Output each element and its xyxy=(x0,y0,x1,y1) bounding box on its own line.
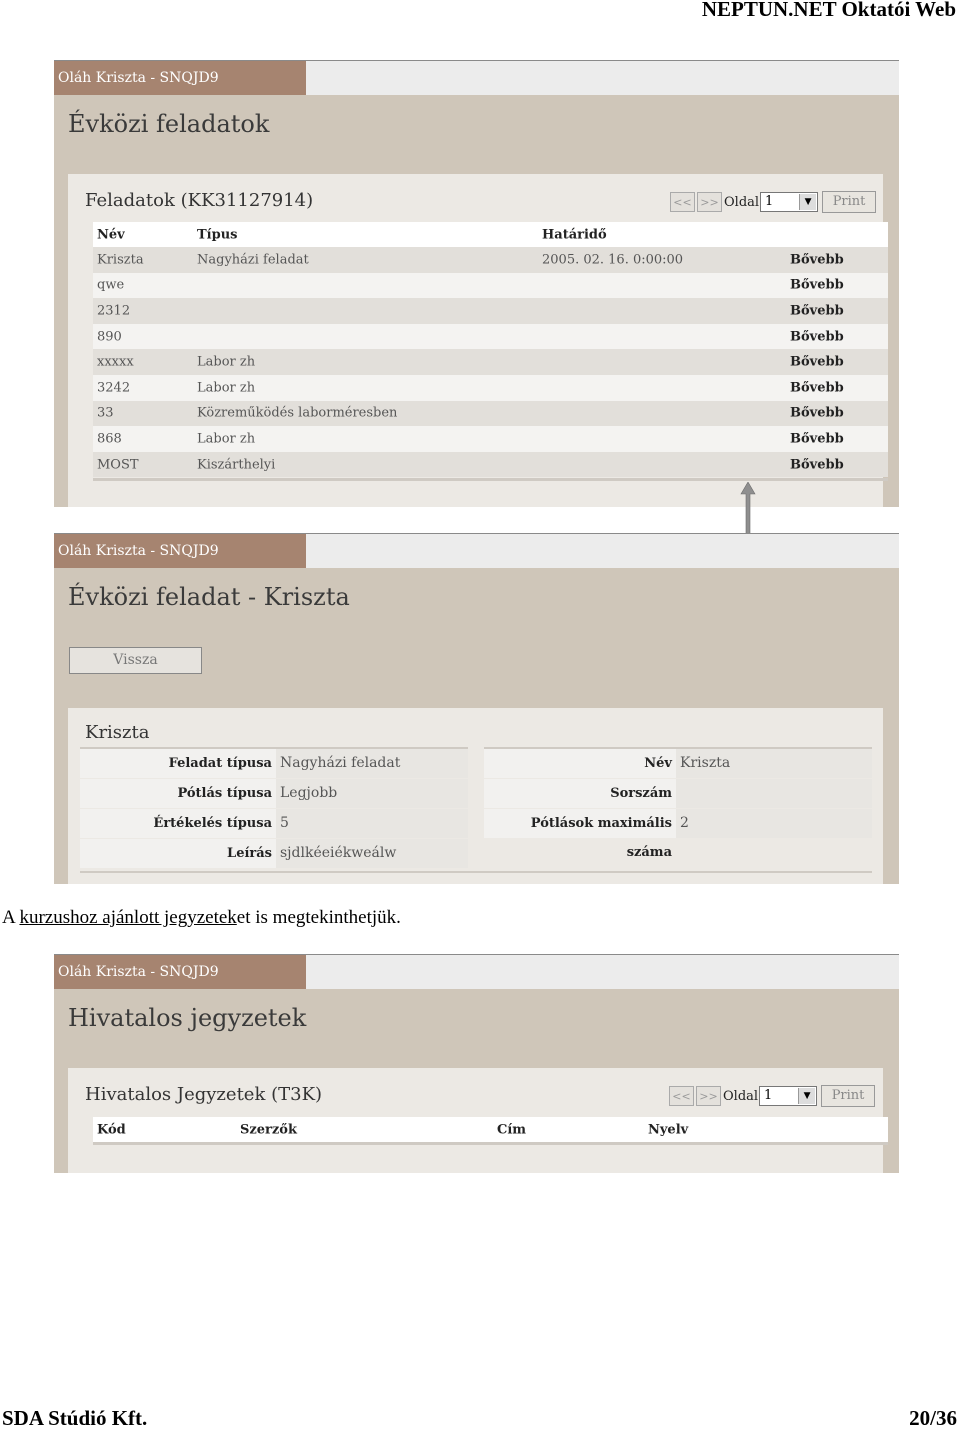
panel-title: Hivatalos Jegyzetek (T3K) xyxy=(85,1084,323,1105)
cell-name: 2312 xyxy=(97,303,131,319)
document-footer-page-number: 20/36 xyxy=(909,1406,957,1430)
field-value: 5 xyxy=(276,809,468,838)
table-row xyxy=(93,401,888,427)
page-select[interactable] xyxy=(759,1086,817,1106)
panel-title: Feladatok (KK31127914) xyxy=(85,190,314,211)
pager xyxy=(669,1085,875,1107)
field-label: Pótlás típusa xyxy=(80,779,276,808)
page-select[interactable] xyxy=(760,192,818,212)
table-bottom-border xyxy=(93,1142,888,1145)
cell-name: MOST xyxy=(97,457,139,473)
document-header: NEPTUN.NET Oktatói Web xyxy=(701,0,956,21)
field-label: Feladat típusa xyxy=(80,749,276,778)
more-link[interactable]: Bővebb xyxy=(790,329,844,345)
page-label: Oldal xyxy=(723,1088,759,1104)
field-label: Értékelés típusa xyxy=(80,809,276,838)
field-value: sjdlkéeiékweálw xyxy=(276,839,468,868)
document-footer-company: SDA Stúdió Kft. xyxy=(2,1406,148,1430)
top-bar xyxy=(54,533,899,568)
table-row xyxy=(93,426,888,452)
table-bottom-border xyxy=(93,478,888,481)
more-link[interactable]: Bővebb xyxy=(790,380,844,396)
user-badge: Oláh Kriszta - SNQJD9 xyxy=(54,534,306,568)
panel-title: Kriszta xyxy=(85,722,150,743)
print-button[interactable]: Print xyxy=(822,191,876,213)
screenshot-task-detail xyxy=(54,533,899,884)
detail-field xyxy=(80,809,468,839)
column-header-name: Név xyxy=(97,227,125,242)
detail-field xyxy=(484,809,872,860)
column-header-code: Kód xyxy=(97,1122,126,1137)
column-header-title: Cím xyxy=(497,1122,527,1137)
table-header xyxy=(93,222,888,247)
more-link[interactable]: Bővebb xyxy=(790,277,844,293)
dropdown-arrow-icon: ▼ xyxy=(798,1088,815,1104)
cell-name: Kriszta xyxy=(97,252,144,268)
print-button[interactable]: Print xyxy=(821,1085,875,1107)
notes-panel xyxy=(68,1068,883,1173)
more-link[interactable]: Bővebb xyxy=(790,303,844,319)
cell-type: Közreműködés laborméresben xyxy=(197,405,398,421)
cell-name: xxxxx xyxy=(97,354,134,370)
body-text-prefix: A xyxy=(2,907,20,928)
body-paragraph xyxy=(2,907,401,929)
prev-page-button[interactable]: << xyxy=(670,192,695,212)
field-label: Sorszám xyxy=(484,779,676,808)
cell-type: Labor zh xyxy=(197,380,256,396)
screenshot-tasks-list xyxy=(54,60,899,507)
cell-name: qwe xyxy=(97,277,125,293)
column-header-deadline: Határidő xyxy=(542,227,607,242)
page-select-value: 1 xyxy=(765,194,774,209)
page-title: Évközi feladatok xyxy=(68,110,270,138)
detail-field xyxy=(80,839,468,869)
table-row xyxy=(93,452,888,478)
body-text-suffix: et is megtekinthetjük. xyxy=(236,907,401,928)
detail-field xyxy=(484,749,872,779)
cell-name: 3242 xyxy=(97,380,131,396)
top-bar xyxy=(54,60,899,95)
cell-name: 890 xyxy=(97,329,122,345)
detail-field xyxy=(484,779,872,809)
page-title: Évközi feladat - Kriszta xyxy=(68,583,350,611)
next-page-button[interactable]: >> xyxy=(697,192,722,212)
field-value: Kriszta xyxy=(676,749,872,778)
cell-deadline: 2005. 02. 16. 0:00:00 xyxy=(542,252,684,268)
page-title: Hivatalos jegyzetek xyxy=(68,1004,307,1032)
more-link[interactable]: Bővebb xyxy=(790,457,844,473)
notes-link[interactable]: kurzushoz ajánlott jegyzetek xyxy=(19,907,237,928)
user-badge: Oláh Kriszta - SNQJD9 xyxy=(54,955,306,989)
field-label: Név xyxy=(484,749,676,778)
column-header-authors: Szerzők xyxy=(240,1122,297,1137)
table-row xyxy=(93,273,888,299)
divider xyxy=(80,871,872,873)
page-select-value: 1 xyxy=(764,1088,773,1103)
cell-name: 868 xyxy=(97,431,122,447)
more-link[interactable]: Bővebb xyxy=(790,431,844,447)
cell-type: Labor zh xyxy=(197,354,256,370)
more-link[interactable]: Bővebb xyxy=(790,354,844,370)
more-link[interactable]: Bővebb xyxy=(790,405,844,421)
back-button[interactable]: Vissza xyxy=(69,647,202,674)
user-badge: Oláh Kriszta - SNQJD9 xyxy=(54,61,306,95)
field-value: Legjobb xyxy=(276,779,468,808)
detail-field xyxy=(80,749,468,779)
cell-type: Nagyházi feladat xyxy=(197,252,309,268)
task-detail-panel xyxy=(68,708,883,884)
top-bar xyxy=(54,954,899,989)
page-label: Oldal xyxy=(724,194,760,210)
tasks-panel xyxy=(68,174,883,507)
table-row xyxy=(93,298,888,324)
field-label: Pótlások maximális száma xyxy=(484,809,676,838)
field-value: 2 xyxy=(676,809,872,838)
field-value xyxy=(676,779,872,808)
dropdown-arrow-icon: ▼ xyxy=(799,194,816,210)
screenshot-official-notes xyxy=(54,954,899,1173)
prev-page-button[interactable]: << xyxy=(669,1086,694,1106)
more-link[interactable]: Bővebb xyxy=(790,252,844,268)
next-page-button[interactable]: >> xyxy=(696,1086,721,1106)
pager xyxy=(670,191,876,213)
cell-name: 33 xyxy=(97,405,114,421)
field-label: Leírás xyxy=(80,839,276,868)
cell-type: Labor zh xyxy=(197,431,256,447)
tasks-table xyxy=(93,222,888,477)
table-row xyxy=(93,247,888,273)
cell-type: Kiszárthelyi xyxy=(197,457,276,473)
table-header xyxy=(93,1117,888,1142)
detail-field xyxy=(80,779,468,809)
table-row xyxy=(93,375,888,401)
field-value: Nagyházi feladat xyxy=(276,749,468,778)
table-row xyxy=(93,324,888,350)
column-header-language: Nyelv xyxy=(648,1122,689,1137)
table-row xyxy=(93,349,888,375)
column-header-type: Típus xyxy=(197,227,238,242)
notes-table xyxy=(93,1117,888,1142)
